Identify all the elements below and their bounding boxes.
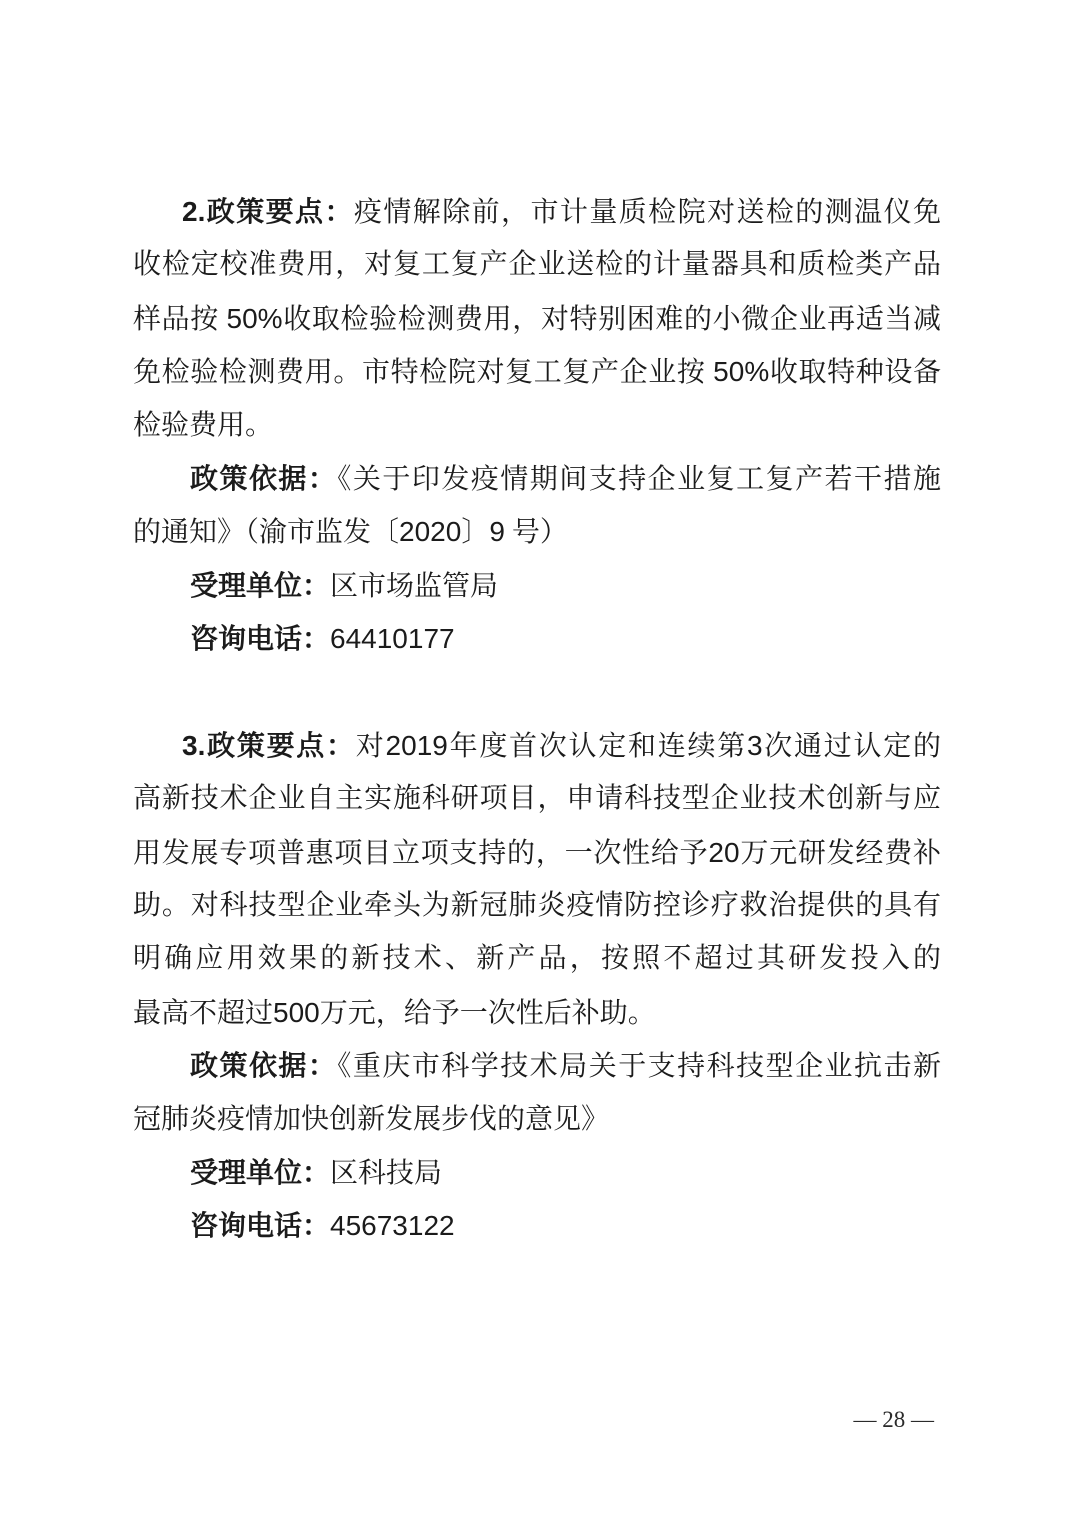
policy-2-summary-line: [133, 238, 941, 291]
field-label: 咨询电话：: [190, 1210, 331, 1242]
policy-2-basis-line: [133, 505, 941, 558]
numeral: 500: [273, 996, 320, 1028]
line-text: 《关于印发疫情期间支持企业复工复产若干措施: [337, 463, 941, 495]
page-number: — 28 —: [853, 1407, 934, 1432]
field-label: 咨询电话：: [190, 623, 331, 655]
policy-3-accepting-unit-line: [133, 1146, 941, 1199]
line-text: 免检验检测费用。市特检院对复工复产企业按 50%收取特种设备: [133, 356, 941, 389]
field-label: 政策依据：: [190, 462, 338, 494]
field-label: 政策依据：: [190, 1050, 338, 1082]
numeral: 3: [746, 729, 763, 761]
line-text: 区科技局: [330, 1158, 443, 1190]
line-text: 明确应用效果的新技术、新产品，按照不超过其研发投入的: [133, 943, 941, 975]
policy-3-basis-line: [133, 1093, 941, 1146]
numeral: 50%: [713, 356, 770, 388]
numeral: 9: [489, 516, 505, 548]
policy-2-basis-line: [133, 452, 941, 505]
policy-3-phone-line: [133, 1199, 941, 1252]
numeral: 2019: [385, 729, 448, 761]
policy-2-accepting-unit-line: [133, 559, 941, 612]
policy-2-summary-line: [133, 185, 941, 238]
numeral: 2020: [399, 516, 462, 548]
numeral: 3: [182, 729, 198, 761]
policy-3-basis-line: [133, 1039, 941, 1092]
numeral: 20: [708, 836, 740, 868]
policy-3-summary-line: [133, 826, 941, 879]
numeral: 2: [182, 196, 198, 227]
policy-2-phone-line: [133, 612, 941, 665]
line-text: 样品按 50%收取检验检测费用，对特别困难的小微企业再适当减: [133, 302, 941, 335]
policy-2-summary-line: [133, 292, 941, 345]
line-text: [330, 1211, 455, 1242]
document-body: [133, 185, 941, 1253]
line-text: 区市场监管局: [330, 570, 499, 602]
policy-3-summary-line: [133, 772, 941, 825]
line-text: 《重庆市科学技术局关于支持科技型企业抗击新: [337, 1051, 941, 1083]
field-label: 受理单位：: [190, 569, 331, 601]
line-text: 收检定校准费用，对复工复产企业送检的计量器具和质检类产品: [133, 249, 941, 281]
policy-3-summary-line: [133, 932, 941, 985]
line-text: 对2019年度首次认定和连续第3次通过认定的: [355, 729, 941, 762]
blank-line: [133, 666, 941, 719]
policy-3-summary-line: [133, 719, 941, 772]
line-text: 助。对科技型企业牵头为新冠肺炎疫情防控诊疗救治提供的具有: [133, 890, 941, 922]
line-text: 高新技术企业自主实施科研项目，申请科技型企业技术创新与应: [133, 783, 941, 815]
line-text: 用发展专项普惠项目立项支持的，一次性给予20万元研发经费补: [133, 836, 941, 869]
line-text: 的通知》（渝市监发〔2020〕9 号）: [133, 516, 568, 549]
field-label: 2.政策要点：: [182, 196, 354, 227]
line-text: 冠肺炎疫情加快创新发展步伐的意见》: [133, 1103, 610, 1135]
numeral: 50%: [226, 302, 283, 334]
line-text: 疫情解除前，市计量质检院对送检的测温仪免: [353, 197, 941, 228]
field-label: 3.政策要点：: [182, 729, 356, 761]
policy-2-summary-line: [133, 345, 941, 398]
policy-3-summary-line: [133, 986, 941, 1039]
line-text: [330, 624, 455, 655]
numeral: 64410177: [330, 623, 455, 655]
field-label: 受理单位：: [190, 1157, 331, 1189]
numeral: 45673122: [330, 1210, 455, 1242]
line-text: 最高不超过500万元，给予一次性后补助。: [133, 996, 656, 1029]
policy-3-summary-line: [133, 879, 941, 932]
line-text: 检验费用。: [133, 409, 274, 441]
policy-2-summary-line: [133, 399, 941, 452]
